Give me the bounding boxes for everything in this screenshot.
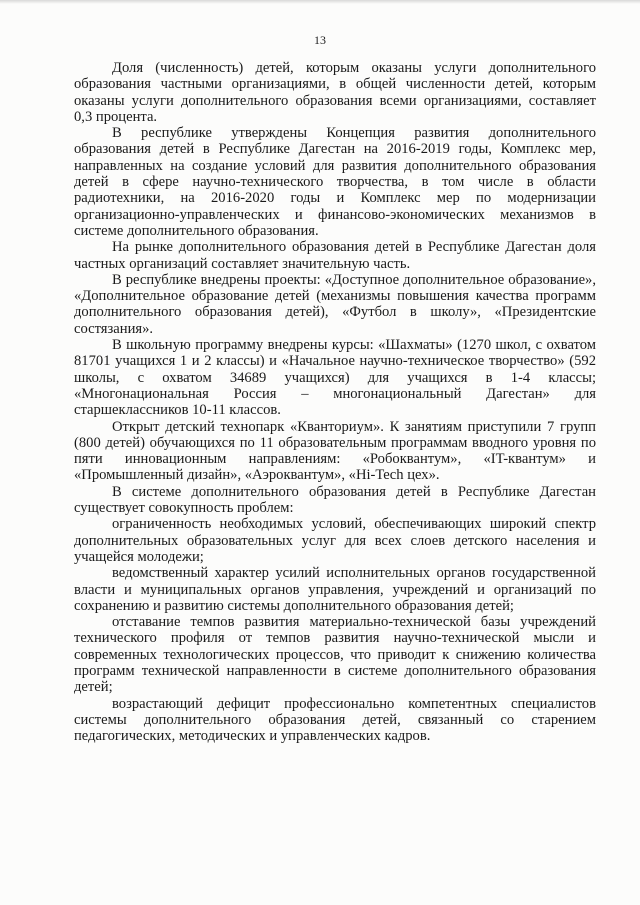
page-number: 13 — [314, 33, 326, 47]
paragraph-school-courses: В школьную программу внедрены курсы: «Шахматы» (1270 школ, с охватом 81701 учащихся 1 и 2 классы) и «Начальное научно-техническое творчество» (592 школы, с охватом 34689 учащихся) для учащихся в 1-4 классы; «Многонациональная Россия – многонациональный Дагестан» для старшеклассников 10-11 классов. — [74, 337, 596, 419]
paragraph-problems-intro: В системе дополнительного образования детей в Республике Дагестан существует совокупность проблем: — [74, 483, 596, 517]
paragraph-projects: В республике внедрены проекты: «Доступное дополнительное образование», «Дополнительное образование детей (механизмы повышения качества программ дополнительного образования детей), «Футбол в школу», «Президентские состязания». — [74, 271, 596, 337]
paragraph-kvantorium: Открыт детский технопарк «Кванториум». К занятиям приступили 7 групп (800 детей) обучающихся по 11 образовательным программам вводного уровня по пяти инновационным направлениям: «Робоквантум», «IT-квантум» и «Промышленный дизайн», «Аэроквантум», «Hi-Tech цех». — [74, 418, 596, 484]
paragraph-private-market-share: На рынке дополнительного образования детей в Республике Дагестан доля частных организаций составляет значительную часть. — [74, 239, 596, 272]
problem-item-staff-deficit: возрастающий дефицит профессионально компетентных специалистов системы дополнительного образования детей, связанный со старением педагогических, методических и управленческих кадров. — [74, 695, 596, 745]
problem-item-departmental: ведомственный характер усилий исполнительных органов государственной власти и муниципальных органов управления, учреждений и организаций по сохранению и развитию системы дополнительного образования детей; — [74, 565, 596, 614]
scan-edge — [0, 0, 640, 4]
problem-item-technical-lag: отставание темпов развития материально-технической базы учреждений технического профиля от темпов развития научно-технической мысли и современных технологических процессов, что приводит к снижению количества программ технической направленности в системе дополнительного образования детей; — [74, 614, 596, 696]
paragraph-private-share-stat: Доля (численность) детей, которым оказаны услуги дополнительного образования частными организациями, в общей численности детей, которым оказаны услуги дополнительного образования всеми организациями, составляет 0,3 процента. — [74, 60, 596, 125]
problem-item-conditions: ограниченность необходимых условий, обеспечивающих широкий спектр дополнительных образовательных услуг для всех слоев детского населения и учащейся молодежи; — [74, 516, 596, 565]
document-body — [74, 60, 596, 744]
paragraph-concept-approved: В республике утверждены Концепция развития дополнительного образования детей в Республике Дагестан на 2016-2019 годы, Комплекс мер, направленных на создание условий для развития дополнительного образования детей в сфере научно-технического творчества, в том числе в области радиотехники, на 2016-2020 годы и Комплекс мер по модернизации организационно-управленческих и финансово-экономических механизмов в системе дополнительного образования. — [74, 125, 596, 239]
